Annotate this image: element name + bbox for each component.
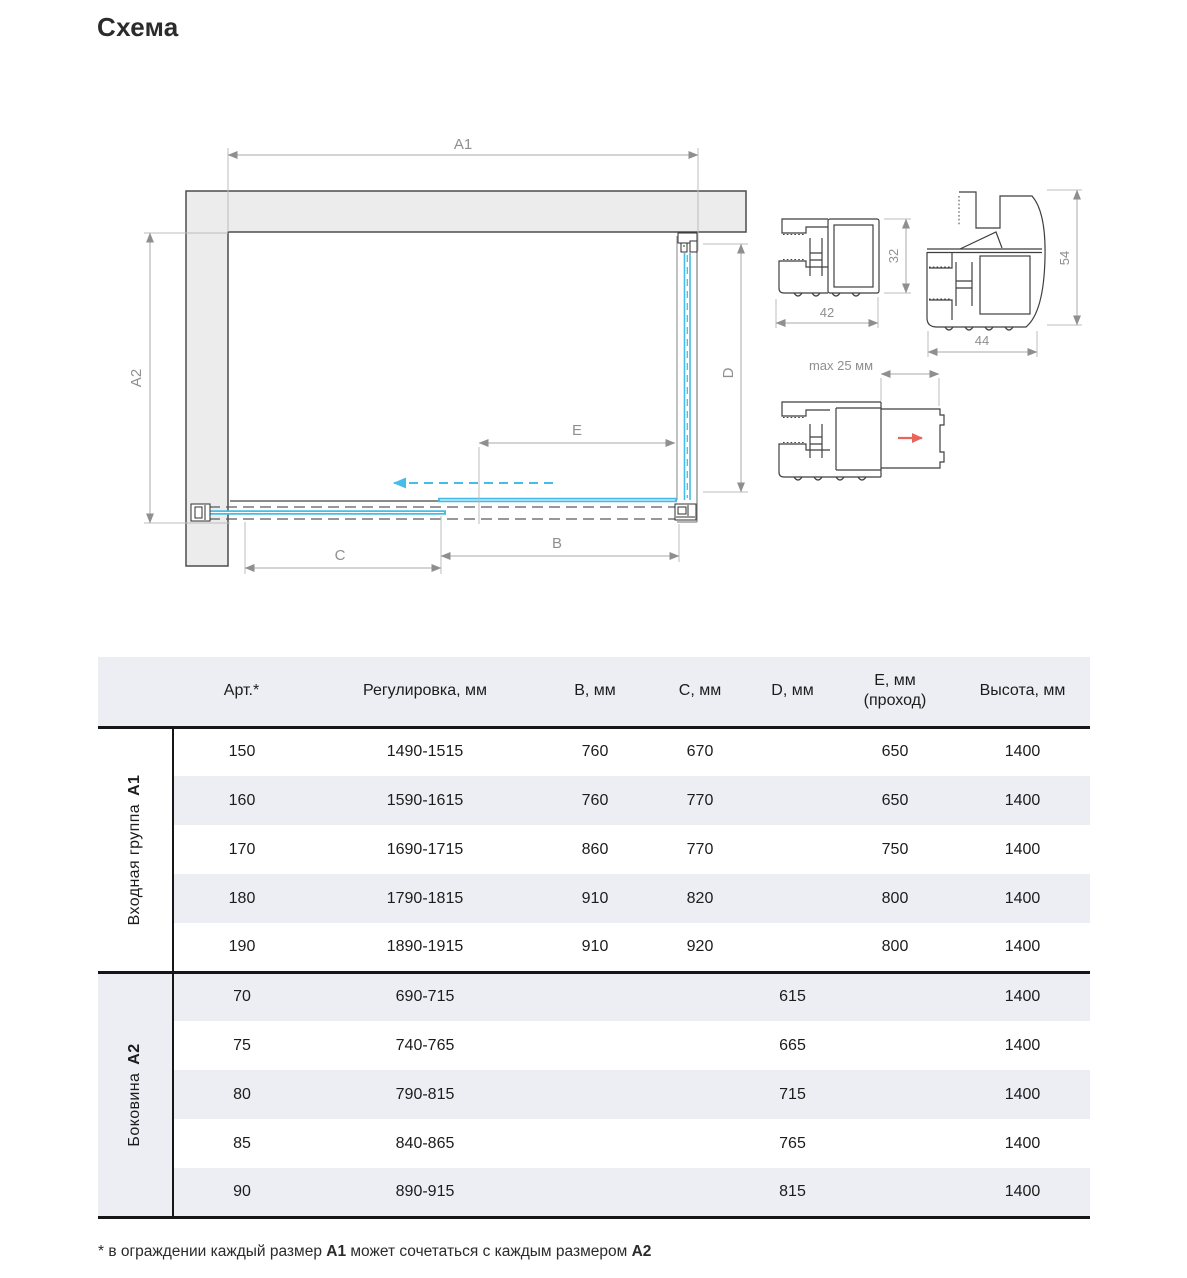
cell-reg: 840-865 (395, 1134, 455, 1152)
table-row (98, 1168, 1090, 1217)
cell-art: 150 (228, 743, 256, 761)
table-row (98, 1070, 1090, 1119)
table-row (98, 923, 1090, 972)
cell-d: 615 (750, 972, 835, 1021)
section-a2 (98, 972, 1090, 1217)
cell-d: 815 (750, 1168, 835, 1217)
profile-section-adjust (779, 402, 944, 480)
cell-b (540, 972, 650, 1021)
dim-44-label: 44 (974, 333, 990, 348)
section-label-a1: Входная группаА1 (98, 727, 173, 972)
cell-b: 760 (540, 776, 650, 825)
cell-art: 160 (173, 776, 310, 825)
cell-reg: 1690-1715 (386, 840, 464, 858)
cell-c (650, 1119, 750, 1168)
table-row (98, 825, 1090, 874)
header-reg: Регулировка, мм (362, 682, 488, 700)
cell-b: 910 (540, 874, 650, 923)
cell-d (750, 825, 835, 874)
cell-b (540, 1070, 650, 1119)
corner-connector (675, 504, 696, 520)
wall-bracket-top (678, 233, 697, 252)
cell-reg: 890-915 (310, 1168, 540, 1217)
cell-reg: 740-765 (395, 1036, 455, 1054)
cell-h: 1400 (1004, 840, 1041, 858)
wall-l-shape (186, 191, 746, 566)
header-h: Высота, мм (979, 682, 1066, 700)
cell-art: 170 (228, 840, 256, 858)
footnote-text-2: может сочетаться с каждым размером (346, 1243, 632, 1260)
footnote-a1: А1 (326, 1243, 347, 1260)
header-b: В, мм (574, 682, 616, 700)
header-d: D, мм (771, 682, 814, 700)
profile-adjust-dims (809, 358, 939, 406)
profile-44-dims (928, 190, 1082, 357)
cell-b: 760 (581, 743, 609, 761)
table-row (98, 776, 1090, 825)
cell-e: 650 (835, 776, 955, 825)
footnote (98, 1243, 651, 1261)
footnote-a2: А2 (631, 1243, 652, 1260)
cell-h: 1400 (955, 776, 1090, 825)
cell-art: 190 (228, 937, 256, 955)
label-a2: A2 (128, 368, 145, 388)
header-art: Арт.* (223, 682, 260, 700)
cell-c: 770 (650, 776, 750, 825)
cell-d (750, 776, 835, 825)
cell-d: 715 (750, 1070, 835, 1119)
footnote-text-1: * в ограждении каждый размер (98, 1243, 327, 1260)
table-row (98, 1021, 1090, 1070)
table-row (98, 727, 1090, 776)
cell-c (650, 1070, 750, 1119)
cell-e (835, 1119, 955, 1168)
cell-art: 85 (233, 1134, 251, 1152)
cell-d: 665 (779, 1036, 806, 1054)
cell-d (750, 727, 835, 776)
cell-e: 650 (881, 743, 909, 761)
cell-c (650, 1168, 750, 1217)
cell-h: 1400 (955, 1168, 1090, 1217)
cell-h: 1400 (1004, 743, 1041, 761)
cell-art: 80 (173, 1070, 310, 1119)
cell-e (835, 972, 955, 1021)
dim-42-label: 42 (819, 305, 835, 320)
cell-e (835, 1070, 955, 1119)
cell-art: 75 (233, 1036, 251, 1054)
label-a1: A1 (453, 136, 473, 153)
cell-e (835, 1021, 955, 1070)
profile-42-dims (776, 219, 911, 328)
cell-h: 1400 (1004, 1134, 1041, 1152)
side-panel-assembly (675, 233, 697, 522)
section-a1 (98, 727, 1090, 972)
profile-section-44 (927, 192, 1045, 330)
label-b: B (551, 535, 563, 552)
cell-b (540, 1168, 650, 1217)
label-e: E (571, 422, 583, 439)
cell-c (650, 972, 750, 1021)
table-row (98, 972, 1090, 1021)
cell-d (750, 874, 835, 923)
page-title: Схема (97, 12, 179, 42)
table-row (98, 874, 1090, 923)
cell-e (835, 1168, 955, 1217)
cell-h: 1400 (955, 972, 1090, 1021)
cell-h: 1400 (1004, 1036, 1041, 1054)
cell-reg: 1490-1515 (386, 743, 464, 761)
cell-art: 70 (173, 972, 310, 1021)
header-e: Е, мм (проход) (863, 672, 927, 710)
cell-d: 765 (779, 1134, 806, 1152)
cell-e: 750 (881, 840, 909, 858)
cell-c: 920 (686, 937, 714, 955)
cell-b: 860 (581, 840, 609, 858)
dim-32-label: 32 (886, 248, 901, 264)
cell-c (650, 1021, 750, 1070)
label-d: D (720, 367, 737, 379)
profile-section-42 (779, 219, 879, 296)
header-corner (98, 657, 173, 727)
cell-reg: 690-715 (310, 972, 540, 1021)
header-row (98, 657, 1090, 727)
table-row (98, 1119, 1090, 1168)
cell-e: 800 (881, 937, 909, 955)
cell-c: 670 (686, 743, 714, 761)
cell-art: 90 (173, 1168, 310, 1217)
section-label-a2: БоковинаА2 (98, 972, 173, 1217)
header-c: С, мм (678, 682, 722, 700)
cell-reg: 790-815 (310, 1070, 540, 1119)
cell-b (540, 1021, 650, 1070)
cell-c: 820 (650, 874, 750, 923)
cell-e: 800 (835, 874, 955, 923)
cell-h: 1400 (955, 874, 1090, 923)
cell-b: 910 (581, 937, 609, 955)
cell-d (750, 923, 835, 972)
label-c: C (334, 547, 346, 564)
dim-54-label: 54 (1057, 250, 1072, 266)
dim-max25-label: max 25 мм (808, 358, 874, 373)
cell-c: 770 (686, 840, 714, 858)
spec-table (98, 657, 1090, 1219)
cell-reg: 1890-1915 (386, 937, 464, 955)
wall-bracket-left (191, 504, 210, 521)
side-glass (685, 253, 691, 500)
cell-art: 180 (173, 874, 310, 923)
cell-h: 1400 (1004, 937, 1041, 955)
cell-reg: 1590-1615 (310, 776, 540, 825)
cell-reg: 1790-1815 (310, 874, 540, 923)
cell-b (540, 1119, 650, 1168)
cell-h: 1400 (955, 1070, 1090, 1119)
